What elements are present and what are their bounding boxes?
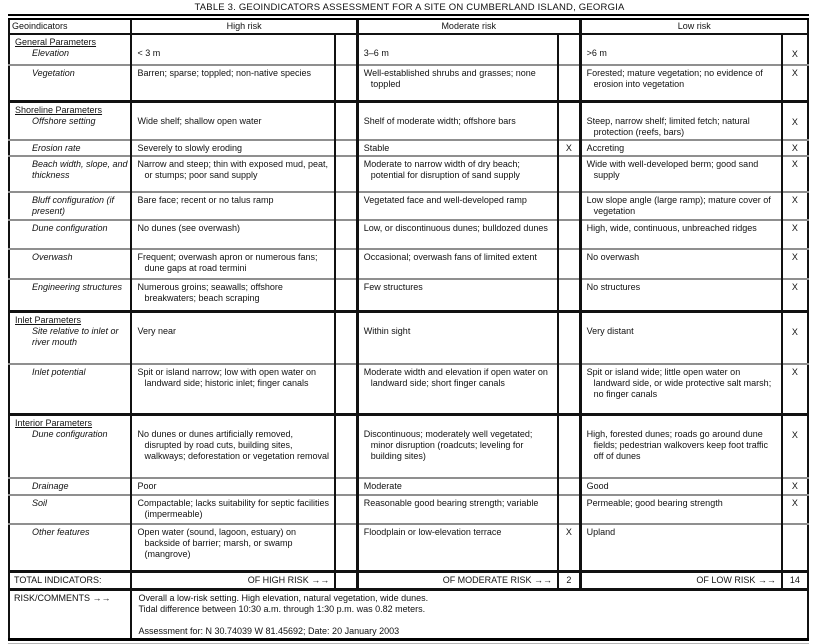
low-risk-mark: X xyxy=(782,364,808,415)
moderate-risk-mark xyxy=(558,364,580,415)
low-risk-mark: X xyxy=(791,49,798,59)
indicator-name: Offshore setting xyxy=(32,115,96,126)
low-risk-text: Wide with well-developed berm; good sand supply xyxy=(586,158,759,180)
row-dune-configuration-shoreline xyxy=(9,220,808,249)
column-header-low-risk: Low risk xyxy=(580,20,808,34)
indicator-name: Beach width, slope, and thickness xyxy=(32,158,128,180)
moderate-risk-text: Floodplain or low-elevation terrace xyxy=(363,526,502,537)
low-risk-text: Good xyxy=(586,480,609,491)
high-risk-mark xyxy=(335,279,357,312)
low-risk-text: No overwash xyxy=(586,251,640,262)
moderate-risk-mark: X xyxy=(558,140,580,156)
table-title: TABLE 3. GEOINDICATORS ASSESSMENT FOR A SITE ON CUMBERLAND ISLAND, GEORGIA xyxy=(194,2,625,13)
totals-low-label: OF LOW RISK →→ xyxy=(580,572,782,590)
high-risk-text: Open water (sound, lagoon, estuary) on backside of barrier; marsh, or swamp (mangrove) xyxy=(137,526,297,559)
high-risk-text: Barren; sparse; toppled; non-native species xyxy=(137,68,312,78)
row-offshore-setting xyxy=(9,101,808,140)
low-risk-text: High, forested dunes; roads go around dune fields; pedestrian walkovers keep foot traffic off of dunes xyxy=(586,429,769,461)
header-row xyxy=(9,20,808,34)
moderate-risk-text: Moderate to narrow width of dry beach; potential for disruption of sand supply xyxy=(363,158,520,180)
moderate-risk-mark: X xyxy=(558,524,580,572)
moderate-risk-text: Moderate xyxy=(363,480,402,491)
moderate-risk-mark xyxy=(558,65,580,101)
low-risk-text: No structures xyxy=(586,281,641,292)
low-risk-text: >6 m xyxy=(586,48,607,58)
low-risk-text: Permeable; good bearing strength xyxy=(586,497,723,508)
indicator-name: Dune configuration xyxy=(32,429,108,439)
high-risk-mark xyxy=(335,220,357,249)
low-risk-text: Accreting xyxy=(586,142,625,153)
high-risk-mark xyxy=(335,249,357,279)
totals-low-count: 14 xyxy=(782,572,808,590)
low-risk-text: High, wide, continuous, unbreached ridges xyxy=(586,222,757,233)
moderate-risk-text: Within sight xyxy=(363,326,411,336)
moderate-risk-mark xyxy=(558,34,580,65)
moderate-risk-text: Well-established shrubs and grasses; none toppled xyxy=(363,68,536,89)
low-risk-mark: X xyxy=(782,495,808,524)
high-risk-text: Frequent; overwash apron or numerous fans; dune gaps at road termini xyxy=(137,251,318,273)
totals-high-count xyxy=(335,572,357,590)
moderate-risk-mark xyxy=(558,156,580,192)
high-risk-text: No dunes or dunes artificially removed, disrupted by road cuts, building sites, walkways; deforestation or vegetation removal xyxy=(137,429,330,461)
low-risk-mark: X xyxy=(782,415,808,478)
moderate-risk-mark xyxy=(558,312,580,364)
section-name: Interior Parameters xyxy=(15,418,93,428)
moderate-risk-mark xyxy=(558,192,580,220)
indicator-name: Drainage xyxy=(32,480,69,491)
row-overwash xyxy=(9,249,808,279)
high-risk-mark xyxy=(335,495,357,524)
bottom-rule xyxy=(8,638,809,644)
indicator-name: Elevation xyxy=(32,48,70,58)
indicator-name: Vegetation xyxy=(32,68,75,78)
moderate-risk-mark xyxy=(558,101,580,140)
indicator-name: Soil xyxy=(32,497,48,508)
high-risk-text: Narrow and steep; thin with exposed mud, peat, or stumps; poor sand supply xyxy=(137,158,329,180)
moderate-risk-mark xyxy=(558,495,580,524)
geoindicators-table xyxy=(8,20,809,638)
high-risk-text: Bare face; recent or no talus ramp xyxy=(137,194,274,205)
moderate-risk-text: Occasional; overwash fans of limited extent xyxy=(363,251,537,262)
comments-body xyxy=(131,590,808,639)
low-risk-text: Upland xyxy=(586,526,616,537)
high-risk-text: < 3 m xyxy=(137,48,161,58)
section-name: Shoreline Parameters xyxy=(15,104,103,115)
low-risk-mark xyxy=(782,524,808,572)
moderate-risk-text: Discontinuous; moderately well vegetated; minor disruption (roadcuts; leveling for building sites) xyxy=(363,429,533,461)
low-risk-mark: X xyxy=(782,140,808,156)
high-risk-text: No dunes (see overwash) xyxy=(137,222,241,233)
moderate-risk-text: Moderate width and elevation if open water on landward side; short finger canals xyxy=(363,366,548,388)
comment-line: Overall a low-risk setting. High elevation, natural vegetation, wide dunes. xyxy=(138,593,429,603)
column-header-geoindicators: Geoindicators xyxy=(9,20,131,34)
high-risk-text: Spit or island narrow; low with open water on landward side; historic inlet; finger canals xyxy=(137,366,317,388)
totals-label: TOTAL INDICATORS: xyxy=(9,572,131,590)
section-name: Inlet Parameters xyxy=(15,315,82,325)
low-risk-mark: X xyxy=(782,156,808,192)
high-risk-mark xyxy=(335,524,357,572)
comment-line: Assessment for: N 30.74039 W 81.45692; Date: 20 January 2003 xyxy=(138,626,400,636)
indicator-name: Bluff configuration (if present) xyxy=(32,194,115,216)
low-risk-text: Low slope angle (large ramp); mature cover of vegetation xyxy=(586,194,771,216)
high-risk-mark xyxy=(335,478,357,495)
moderate-risk-mark xyxy=(558,415,580,478)
indicator-name: Overwash xyxy=(32,251,73,262)
row-soil xyxy=(9,495,808,524)
row-elevation xyxy=(9,34,808,65)
indicator-name: Other features xyxy=(32,526,90,537)
indicator-name: Site relative to inlet or river mouth xyxy=(32,326,119,347)
low-risk-mark: X xyxy=(782,65,808,101)
low-risk-mark: X xyxy=(782,220,808,249)
moderate-risk-text: Low, or discontinuous dunes; bulldozed dunes xyxy=(363,222,548,233)
moderate-risk-text: Few structures xyxy=(363,281,423,292)
high-risk-mark xyxy=(335,415,357,478)
low-risk-mark: X xyxy=(782,192,808,220)
high-risk-text: Compactable; lacks suitability for septic facilities (impermeable) xyxy=(137,497,330,519)
low-risk-text: Very distant xyxy=(586,326,634,336)
high-risk-mark xyxy=(335,156,357,192)
row-erosion-rate xyxy=(9,140,808,156)
row-other-features xyxy=(9,524,808,572)
indicator-name: Dune configuration xyxy=(32,222,108,233)
column-header-moderate-risk: Moderate risk xyxy=(357,20,580,34)
row-risk-comments xyxy=(9,590,808,639)
row-site-relative-to-inlet xyxy=(9,312,808,364)
low-risk-mark: X xyxy=(782,249,808,279)
low-risk-mark: X xyxy=(782,279,808,312)
high-risk-text: Very near xyxy=(137,326,176,336)
indicator-name: Inlet potential xyxy=(32,366,86,377)
high-risk-text: Numerous groins; seawalls; offshore breakwaters; beach scraping xyxy=(137,281,283,303)
high-risk-text: Wide shelf; shallow open water xyxy=(137,115,262,126)
moderate-risk-mark xyxy=(558,220,580,249)
moderate-risk-text: Stable xyxy=(363,142,390,153)
high-risk-text: Poor xyxy=(137,480,157,491)
column-header-high-risk: High risk xyxy=(131,20,357,34)
geoindicators-table-wrap xyxy=(8,14,809,644)
high-risk-mark xyxy=(335,34,357,65)
indicator-name: Engineering structures xyxy=(32,281,123,292)
high-risk-mark xyxy=(335,192,357,220)
moderate-risk-text: 3–6 m xyxy=(363,48,389,58)
moderate-risk-text: Shelf of moderate width; offshore bars xyxy=(363,115,516,126)
high-risk-text: Severely to slowly eroding xyxy=(137,142,243,153)
comment-line: Tidal difference between 10:30 a.m. through 1:30 p.m. was 0.82 meters. xyxy=(138,604,426,614)
low-risk-text: Spit or island wide; little open water on landward side, or wide protective salt marsh; no finger canals xyxy=(586,366,772,399)
moderate-risk-text: Vegetated face and well-developed ramp xyxy=(363,194,527,205)
high-risk-mark xyxy=(335,364,357,415)
row-engineering-structures xyxy=(9,279,808,312)
row-bluff-configuration xyxy=(9,192,808,220)
moderate-risk-mark xyxy=(558,279,580,312)
high-risk-mark xyxy=(335,312,357,364)
low-risk-text: Forested; mature vegetation; no evidence of erosion into vegetation xyxy=(586,68,763,89)
row-vegetation xyxy=(9,65,808,101)
row-beach-width xyxy=(9,156,808,192)
comments-label: RISK/COMMENTS →→ xyxy=(9,590,131,639)
row-drainage xyxy=(9,478,808,495)
totals-moderate-count: 2 xyxy=(558,572,580,590)
low-risk-mark: X xyxy=(782,312,808,364)
high-risk-mark xyxy=(335,140,357,156)
moderate-risk-text: Reasonable good bearing strength; variable xyxy=(363,497,539,508)
row-total-indicators xyxy=(9,572,808,590)
totals-high-label: OF HIGH RISK →→ xyxy=(131,572,335,590)
indicator-name: Erosion rate xyxy=(32,142,81,153)
moderate-risk-mark xyxy=(558,249,580,279)
row-inlet-potential xyxy=(9,364,808,415)
section-name: General Parameters xyxy=(15,37,97,47)
high-risk-mark xyxy=(335,101,357,140)
moderate-risk-mark xyxy=(558,478,580,495)
row-dune-configuration-interior xyxy=(9,415,808,478)
low-risk-text: Steep, narrow shelf; limited fetch; natural protection (reefs, bars) xyxy=(586,115,750,137)
totals-moderate-label: OF MODERATE RISK →→ xyxy=(357,572,558,590)
low-risk-mark: X xyxy=(782,101,808,140)
low-risk-mark: X xyxy=(782,478,808,495)
high-risk-mark xyxy=(335,65,357,101)
